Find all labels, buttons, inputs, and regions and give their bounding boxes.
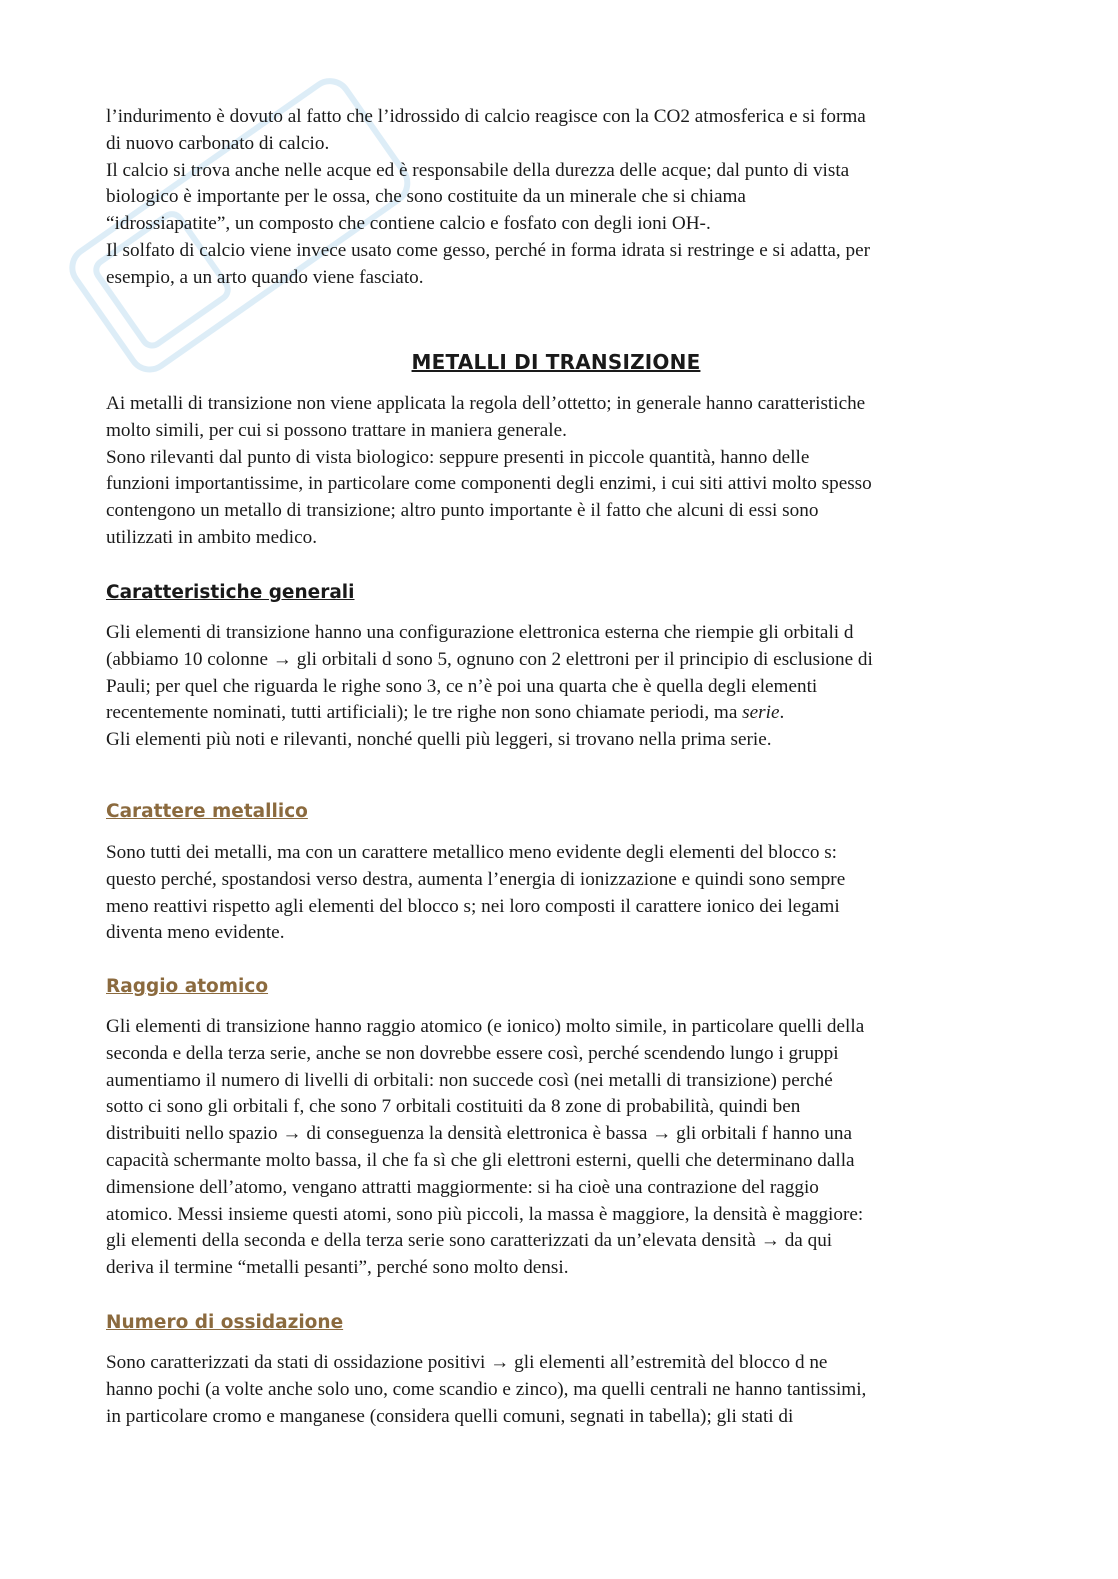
- section-metallic-paragraph: [106, 840, 1006, 947]
- section-heading: Carattere metallico: [106, 801, 308, 822]
- text-line: in particolare cromo e manganese (considera quelli comuni, segnati in tabella); gli stati di: [106, 1405, 794, 1427]
- text-line: esempio, a un arto quando viene fasciato.: [106, 266, 424, 288]
- title-block: [106, 350, 1006, 374]
- section-heading: Raggio atomico: [106, 976, 269, 997]
- text-line: Sono caratterizzati da stati di ossidazione positivi → gli elementi all’estremità del blocco d ne: [106, 1352, 828, 1373]
- page-title: METALLI DI TRANSIZIONE: [411, 350, 701, 374]
- text-line: Ai metalli di transizione non viene applicata la regola dell’ottetto; in generale hanno caratteristiche: [106, 393, 866, 414]
- text-line: questo perché, spostandosi verso destra, aumenta l’energia di ionizzazione e quindi sono sempre: [106, 868, 846, 890]
- text-line: Pauli; per quel che riguarda le righe sono 3, ce n’è poi una quarta che è quella degli elementi: [106, 675, 818, 697]
- text-line: hanno pochi (a volte anche solo uno, come scandio e zinco), ma quelli centrali ne hanno tantissimi,: [106, 1378, 867, 1400]
- text-line: contengono un metallo di transizione; altro punto importante è il fatto che alcuni di essi sono: [106, 500, 819, 522]
- text-line: distribuiti nello spazio → di conseguenza la densità elettronica è bassa → gli orbitali f hanno una: [106, 1123, 852, 1145]
- section-oxidation-heading-block: [106, 1312, 1006, 1333]
- section-radius-paragraph: [106, 1014, 1006, 1282]
- text-line: aumentiamo il numero di livelli di orbitali: non succede così (nei metalli di transizione) perché: [106, 1069, 833, 1091]
- intro-paragraph: [106, 104, 1006, 292]
- section-general-paragraph: [106, 620, 1006, 754]
- text-line: [106, 700, 1006, 727]
- text-line: Gli elementi più noti e rilevanti, nonché quelli più leggeri, si trovano nella prima serie.: [106, 729, 772, 751]
- text-line: capacità schermante molto bassa, il che fa sì che gli elettroni esterni, quelli che determinano dalla: [106, 1149, 855, 1171]
- text-line: dimensione dell’atomo, vengano attratti maggiormente: si ha cioè una contrazione del raggio: [106, 1176, 819, 1198]
- text-line: deriva il termine “metalli pesanti”, perché sono molto densi.: [106, 1257, 569, 1279]
- text-line: “idrossiapatite”, un composto che contiene calcio e fosfato con degli ioni OH-.: [106, 213, 711, 235]
- text-line: di nuovo carbonato di calcio.: [106, 132, 330, 154]
- text-line: seconda e della terza serie, anche se non dovrebbe essere così, perché scendendo lungo i gruppi: [106, 1042, 839, 1064]
- italic-term: serie: [742, 702, 780, 724]
- text-line: atomico. Messi insieme questi atomi, sono più piccoli, la massa è maggiore, la densità è maggiore:: [106, 1203, 864, 1225]
- text-line: utilizzati in ambito medico.: [106, 526, 318, 548]
- section-heading: Caratteristiche generali: [106, 582, 355, 603]
- text-line: Il solfato di calcio viene invece usato come gesso, perché in forma idrata si restringe e si adatta, per: [106, 239, 871, 261]
- text-fragment: recentemente nominati, tutti artificiali); le tre righe non sono chiamate periodi, ma: [106, 702, 743, 724]
- text-line: Gli elementi di transizione hanno raggio atomico (e ionico) molto simile, in particolare quelli della: [106, 1016, 865, 1037]
- text-line: meno reattivi rispetto agli elementi del blocco s; nei loro composti il carattere ionico dei legami: [106, 895, 840, 917]
- text-line: (abbiamo 10 colonne → gli orbitali d sono 5, ognuno con 2 elettroni per il principio di esclusione di: [106, 648, 873, 670]
- transition-intro-paragraph: [106, 391, 1006, 552]
- text-line: funzioni importantissime, in particolare come componenti degli enzimi, i cui siti attivi molto spesso: [106, 473, 872, 495]
- text-line: biologico è importante per le ossa, che sono costituite da un minerale che si chiama: [106, 186, 746, 208]
- text-line: gli elementi della seconda e della terza serie sono caratterizzati da un’elevata densità → da qui: [106, 1230, 833, 1252]
- text-line: molto simili, per cui si possono trattare in maniera generale.: [106, 419, 567, 441]
- section-radius-heading-block: [106, 976, 1006, 997]
- section-general-heading-block: [106, 582, 1006, 603]
- text-line: Sono rilevanti dal punto di vista biologico: seppure presenti in piccole quantità, hanno delle: [106, 446, 810, 468]
- section-metallic-heading-block: [106, 801, 1006, 822]
- text-line: sotto ci sono gli orbitali f, che sono 7 orbitali costituiti da 8 zone di probabilità, quindi ben: [106, 1096, 801, 1118]
- section-oxidation-paragraph: [106, 1350, 1006, 1430]
- section-heading: Numero di ossidazione: [106, 1312, 344, 1333]
- text-fragment: .: [779, 702, 785, 724]
- text-line: diventa meno evidente.: [106, 922, 285, 944]
- text-line: Gli elementi di transizione hanno una configurazione elettronica esterna che riempie gli orbitali d: [106, 622, 854, 643]
- text-line: Sono tutti dei metalli, ma con un carattere metallico meno evidente degli elementi del blocco s:: [106, 842, 838, 863]
- text-line: Il calcio si trova anche nelle acque ed è responsabile della durezza delle acque; dal punto di vista: [106, 159, 850, 181]
- text-line: l’indurimento è dovuto al fatto che l’idrossido di calcio reagisce con la CO2 atmosferica e si forma: [106, 106, 866, 127]
